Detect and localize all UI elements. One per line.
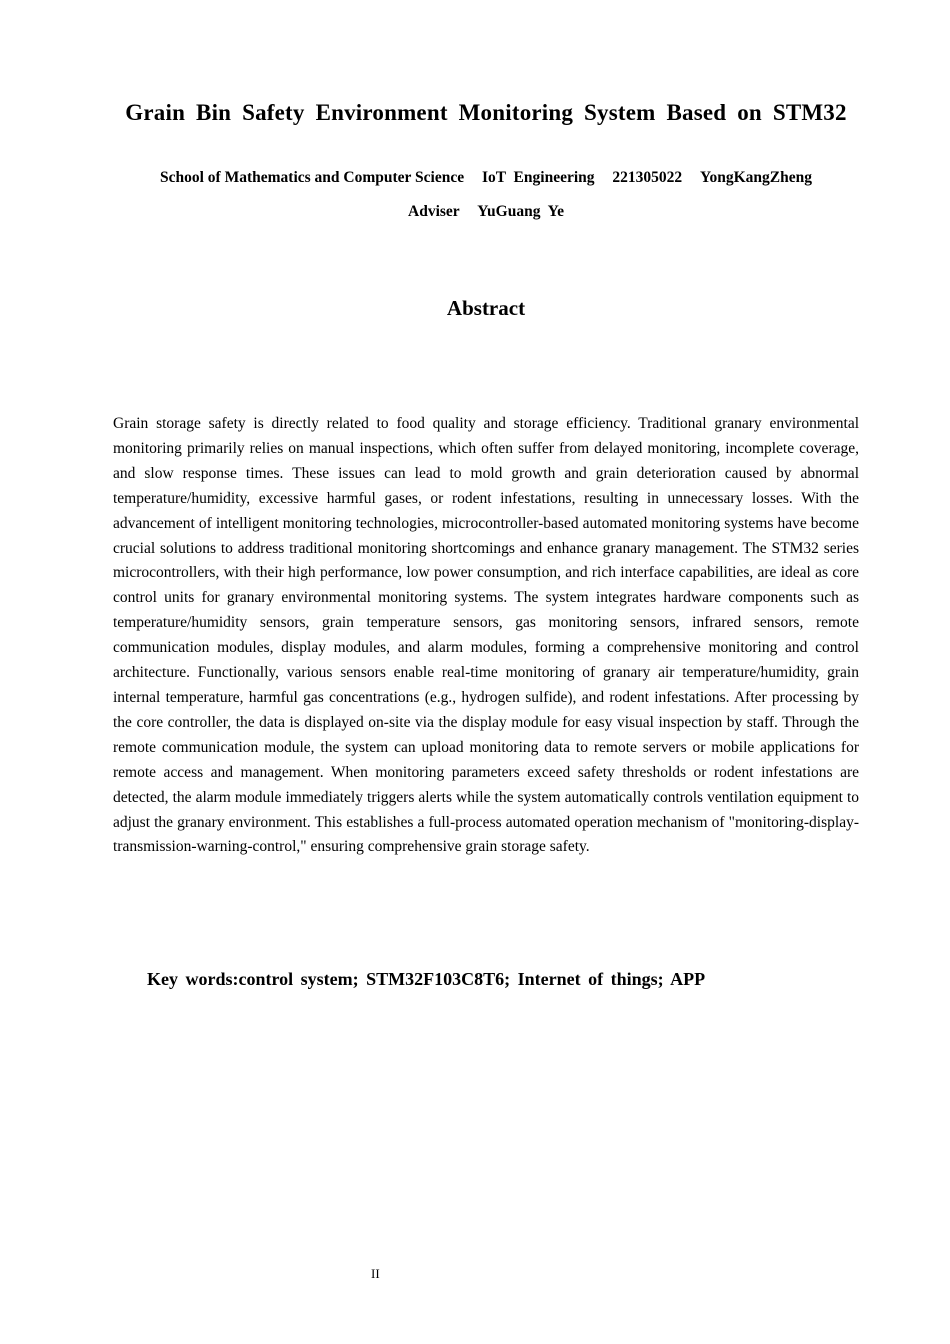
adviser-line	[113, 203, 859, 221]
document-title: Grain Bin Safety Environment Monitoring System Based on STM32	[125, 100, 847, 125]
abstract-body: Grain storage safety is directly related to food quality and storage efficiency. Traditional granary environmental monitoring primarily relies on manual inspections, which often suffer from delayed monitoring, incomplete coverage, and slow response times. These issues can lead to mold growth and grain deterioration caused by abnormal temperature/humidity, excessive harmful gases, or rodent infestations, resulting in unnecessary losses. With the advancement of intelligent monitoring technologies, microcontroller-based automated monitoring systems have become crucial solutions to address traditional monitoring shortcomings and enhance granary management. The STM32 series microcontrollers, with their high performance, low power consumption, and rich interface capabilities, are ideal as core control units for granary environmental monitoring systems. The system integrates hardware components such as temperature/humidity sensors, grain temperature sensors, gas monitoring sensors, infrared sensors, remote communication modules, display modules, and alarm modules, forming a comprehensive monitoring and control architecture. Functionally, various sensors enable real-time monitoring of granary air temperature/humidity, grain internal temperature, harmful gas concentrations (e.g., hydrogen sulfide), and rodent infestations. After processing by the core controller, the data is displayed on-site via the display module for easy visual inspection by staff. Through the remote communication module, the system can upload monitoring data to remote servers or mobile applications for remote access and management. When monitoring parameters exceed safety thresholds or rodent infestations are detected, the alarm module immediately triggers alerts while the system automatically controls ventilation equipment to adjust the granary environment. This establishes a full-process automated operation mechanism of "monitoring-display-transmission-warning-control," ensuring comprehensive grain storage safety.	[113, 415, 859, 856]
major-name: IoT Engineering	[481, 169, 595, 186]
school-name: School of Mathematics and Computer Science	[160, 169, 465, 186]
author-line	[113, 169, 859, 187]
keywords-line: Key words:control system; STM32F103C8T6; Internet of things; APP	[147, 969, 706, 989]
author-name: YongKangZheng	[700, 169, 812, 186]
student-id: 221305022	[612, 169, 683, 186]
adviser-name: YuGuang Ye	[477, 203, 564, 220]
adviser-label: Adviser	[408, 203, 460, 220]
page-number: II	[371, 1266, 380, 1281]
abstract-heading: Abstract	[446, 296, 526, 320]
